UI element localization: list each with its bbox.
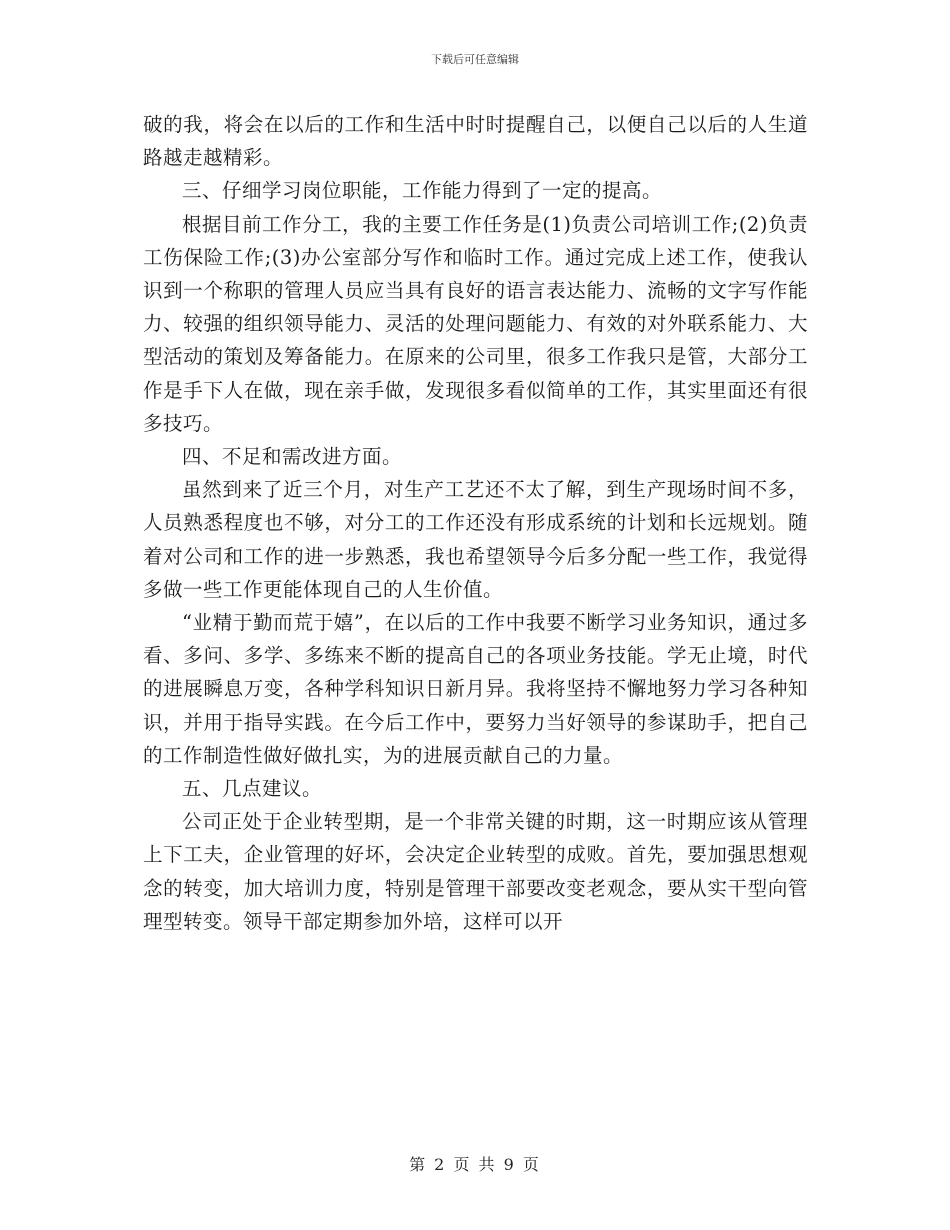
paragraph-work-tasks: 根据目前工作分工，我的主要工作任务是(1)负责公司培训工作;(2)负责工伤保险工作;(3)办公室部分写作和临时工作。通过完成上述工作，使我认识到一个称职的管理人员应当具有良好的语言表达能力、流畅的文字写作能力、较强的组织领导能力、灵活的处理问题能力、有效的对外联系能力、大型活动的策划及筹备能力。在原来的公司里，很多工作我只是管，大部分工作是手下人在做，现在亲手做，发现很多看似简单的工作，其实里面还有很多技巧。	[143, 212, 808, 435]
page-header-note: 下载后可任意编辑	[431, 53, 519, 66]
paragraph-learning: “业精于勤而荒于嬉”，在以后的工作中我要不断学习业务知识，通过多看、多问、多学、多练来不断的提高自己的各项业务技能。学无止境，时代的进展瞬息万变，各种学科知识日新月异。我将坚持不懈地努力学习各种知识，并用于指导实践。在今后工作中，要努力当好领导的参谋助手，把自己的工作制造性做好做扎实，为的进展贡献自己的力量。	[143, 611, 808, 767]
section-heading-3: 三、仔细学习岗位职能，工作能力得到了一定的提高。	[182, 179, 663, 203]
paragraph-suggestions: 公司正处于企业转型期，是一个非常关键的时期，这一时期应该从管理上下工夫，企业管理的好坏，会决定企业转型的成败。首先，要加强思想观念的转变，加大培训力度，特别是管理干部要改变老观念，要从实干型向管理型转变。领导干部定期参加外培，这样可以开	[143, 810, 808, 933]
paragraph-continuation: 破的我，将会在以后的工作和生活中时时提醒自己，以便自己以后的人生道路越走越精彩。	[143, 113, 808, 170]
section-heading-5: 五、几点建议。	[182, 777, 323, 801]
page-number: 第 2 页 共 9 页	[409, 1155, 541, 1174]
section-heading-4: 四、不足和需改进方面。	[182, 445, 403, 469]
document-body	[143, 108, 808, 938]
paragraph-shortcomings: 虽然到来了近三个月，对生产工艺还不太了解，到生产现场时间不多，人员熟悉程度也不够，对分工的工作还没有形成系统的计划和长远规划。随着对公司和工作的进一步熟悉，我也希望领导今后多分配一些工作，我觉得多做一些工作更能体现自己的人生价值。	[143, 478, 808, 601]
